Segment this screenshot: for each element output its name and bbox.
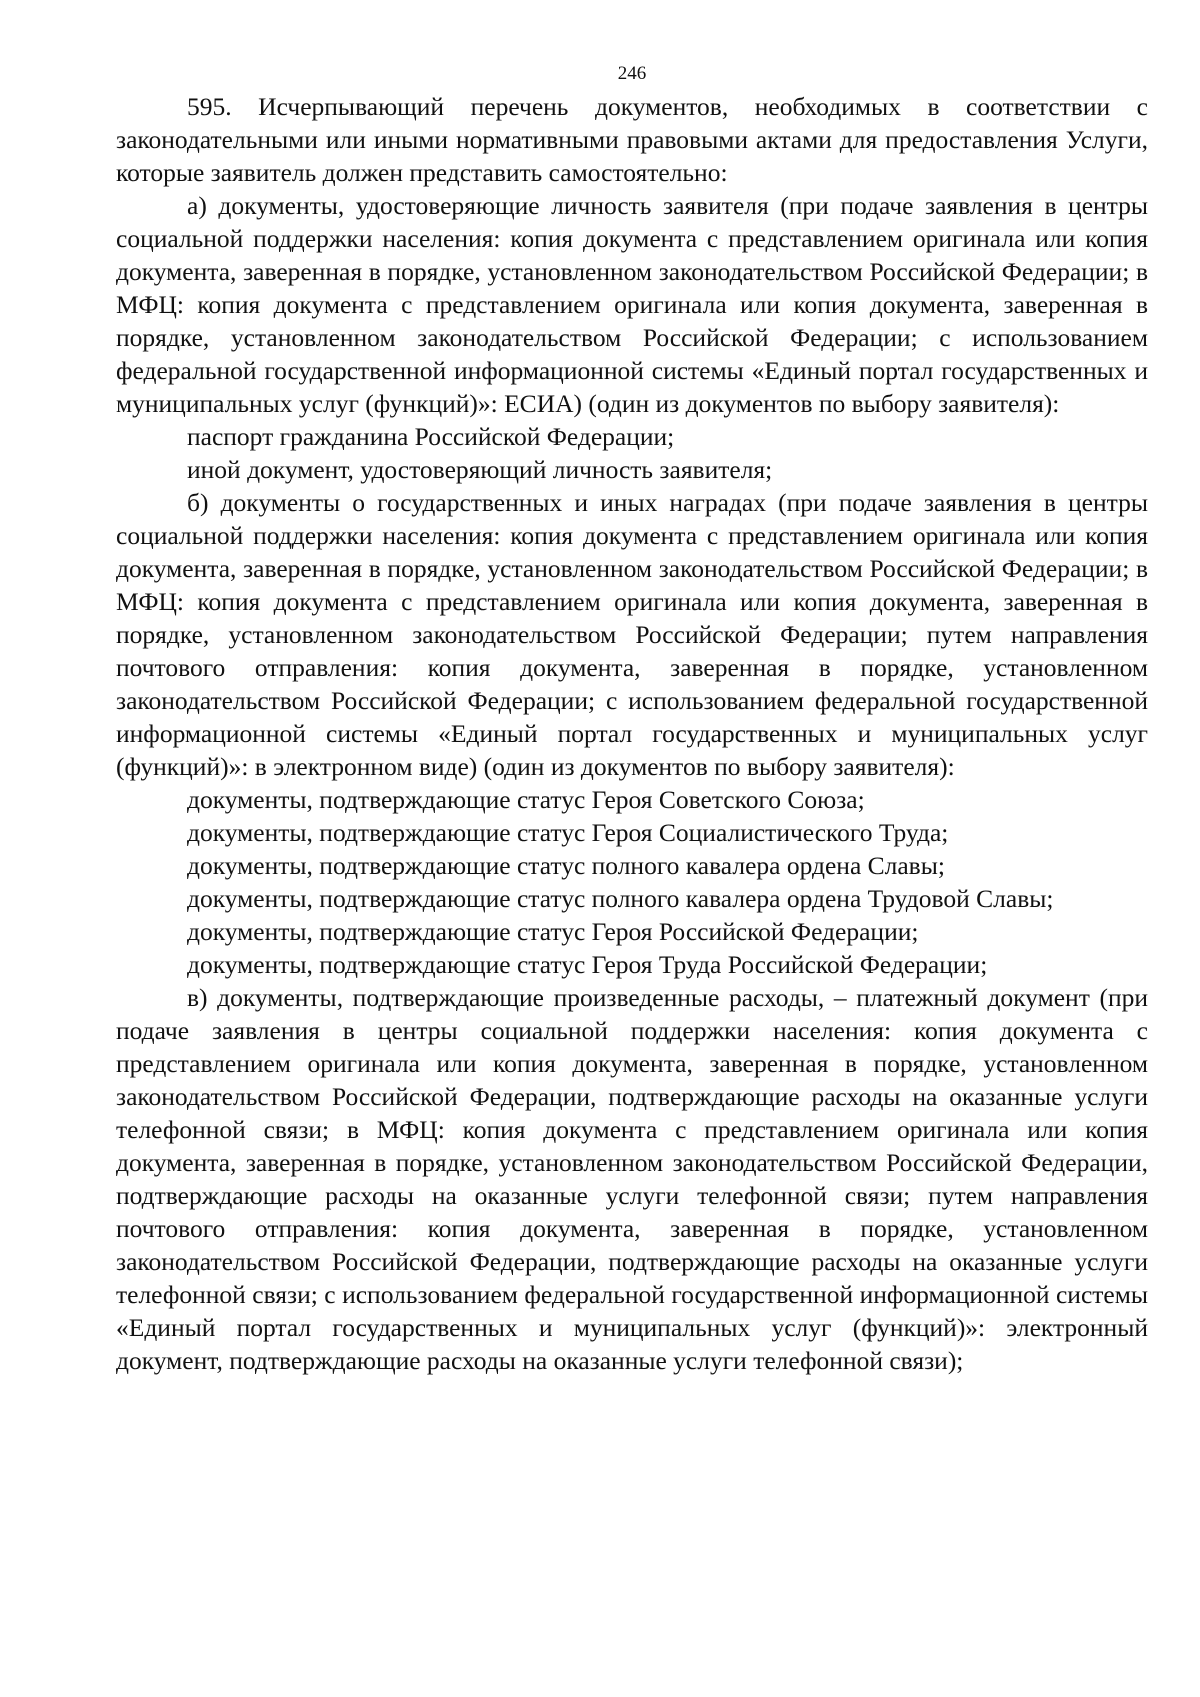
paragraph-v-expense-documents: в) документы, подтверждающие произведенные расходы, – платежный документ (при подаче заявления в центры социальной поддержки населения: копия документа с представлением оригинала или копия документа, заверенная в порядке, установленном законодательством Российской Федерации, подтверждающие расходы на оказанные услуги телефонной связи; в МФЦ: копия документа с представлением оригинала или копия документа, заверенная в порядке, установленном законодательством Российской Федерации, подтверждающие расходы на оказанные услуги телефонной связи; путем направления почтового отправления: копия документа, заверенная в порядке, установленном законодательством Российской Федерации, подтверждающие расходы на оказанные услуги телефонной связи; с использованием федеральной государственной информационной системы «Единый портал государственных и муниципальных услуг (функций)»: электронный документ, подтверждающие расходы на оказанные услуги телефонной связи);: [116, 983, 1148, 1375]
list-item-hero-russian-federation: документы, подтверждающие статус Героя Российской Федерации;: [187, 917, 919, 946]
paragraph-595-intro: 595. Исчерпывающий перечень документов, необходимых в соответствии с законодательными или иными нормативными правовыми актами для предоставления Услуги, которые заявитель должен представить самостоятельно:: [116, 92, 1148, 187]
list-item-order-of-glory: документы, подтверждающие статус полного кавалера ордена Славы;: [187, 851, 945, 880]
list-item-hero-of-labor-russian-federation: документы, подтверждающие статус Героя Труда Российской Федерации;: [187, 950, 988, 979]
paragraph-b-awards-documents: б) документы о государственных и иных наградах (при подаче заявления в центры социальной поддержки населения: копия документа с представлением оригинала или копия документа, заверенная в порядке, установленном законодательством Российской Федерации; в МФЦ: копия документа с представлением оригинала или копия документа, заверенная в порядке, установленном законодательством Российской Федерации; путем направления почтового отправления: копия документа, заверенная в порядке, установленном законодательством Российской Федерации; с использованием федеральной государственной информационной системы «Единый портал государственных и муниципальных услуг (функций)»: в электронном виде) (один из документов по выбору заявителя):: [116, 488, 1148, 781]
list-item-other-id-document: иной документ, удостоверяющий личность заявителя;: [187, 455, 773, 484]
page-number: 246: [617, 63, 647, 84]
list-item-order-of-labor-glory: документы, подтверждающие статус полного кавалера ордена Трудовой Славы;: [187, 884, 1054, 913]
paragraph-a-identity-documents: а) документы, удостоверяющие личность заявителя (при подаче заявления в центры социальной поддержки населения: копия документа с представлением оригинала или копия документа, заверенная в порядке, установленном законодательством Российской Федерации; в МФЦ: копия документа с представлением оригинала или копия документа, заверенная в порядке, установленном законодательством Российской Федерации; с использованием федеральной государственной информационной системы «Единый портал государственных и муниципальных услуг (функций)»: ЕСИА) (один из документов по выбору заявителя):: [116, 191, 1148, 418]
list-item-hero-soviet-union: документы, подтверждающие статус Героя Советского Союза;: [187, 785, 865, 814]
list-item-passport: паспорт гражданина Российской Федерации;: [187, 422, 675, 451]
document-page: [116, 62, 1148, 1377]
list-item-hero-socialist-labor: документы, подтверждающие статус Героя Социалистического Труда;: [187, 818, 949, 847]
